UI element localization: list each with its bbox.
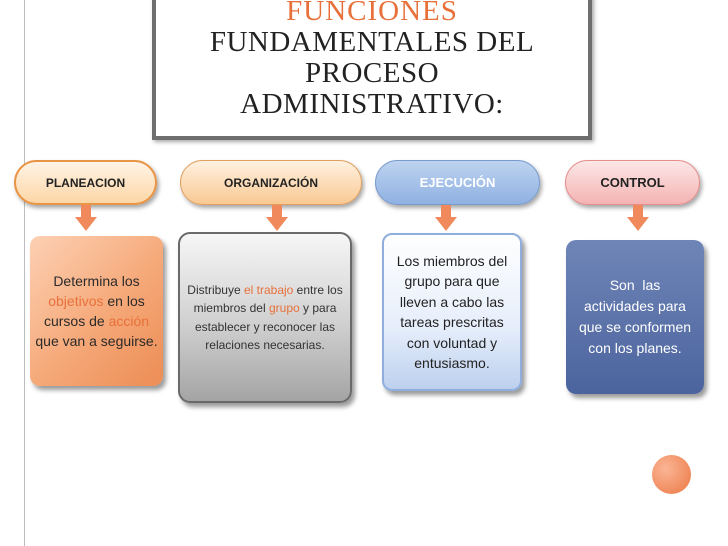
desc-box-ejecucion xyxy=(382,233,522,391)
highlight-word: objetivos xyxy=(48,293,104,309)
title-box xyxy=(152,0,592,140)
title-line-2: FUNDAMENTALES DEL xyxy=(209,26,535,58)
desc-part: que van a seguirse. xyxy=(35,333,158,349)
desc-box-organizacion xyxy=(178,232,352,403)
highlight-word: acción xyxy=(108,313,150,329)
desc-part: y para establecer y reconocer las relaciones necesarias. xyxy=(194,301,337,352)
down-arrow-icon xyxy=(75,205,97,231)
desc-box-planeacion xyxy=(30,236,163,386)
desc-part: Determina los xyxy=(53,273,140,289)
desc-part: en los cursos de xyxy=(43,293,145,329)
desc-box-control xyxy=(566,240,704,394)
down-arrow-icon xyxy=(627,205,649,231)
down-arrow-icon xyxy=(435,205,457,231)
phase-label-control: CONTROL xyxy=(565,160,700,205)
highlight-word: grupo xyxy=(268,301,300,315)
desc-text-planeacion xyxy=(35,271,159,351)
phase-label-planeacion: PLANEACION xyxy=(14,160,157,205)
desc-part: Distribuye xyxy=(187,282,244,297)
desc-text-organizacion xyxy=(185,281,345,355)
left-margin-rule xyxy=(24,0,25,546)
phase-label-organizacion: ORGANIZACIÓN xyxy=(180,160,362,205)
phase-label-ejecucion: EJECUCIÓN xyxy=(375,160,540,205)
title-line-4: ADMINISTRATIVO: xyxy=(240,88,504,120)
desc-part: entre los miembros del xyxy=(193,282,343,315)
desc-text-ejecucion: Los miembros del grupo para que lleven a cabo las tareas prescritas con voluntad y entusiasmo. xyxy=(396,252,508,371)
desc-text-control: Son las actividades para que se conformen con los planes. xyxy=(578,277,695,356)
decorative-circle xyxy=(652,455,691,494)
highlight-word: el trabajo xyxy=(243,282,294,297)
title-line-3: PROCESO xyxy=(304,57,440,89)
down-arrow-icon xyxy=(266,205,288,231)
title-line-1: FUNCIONES xyxy=(286,0,458,27)
